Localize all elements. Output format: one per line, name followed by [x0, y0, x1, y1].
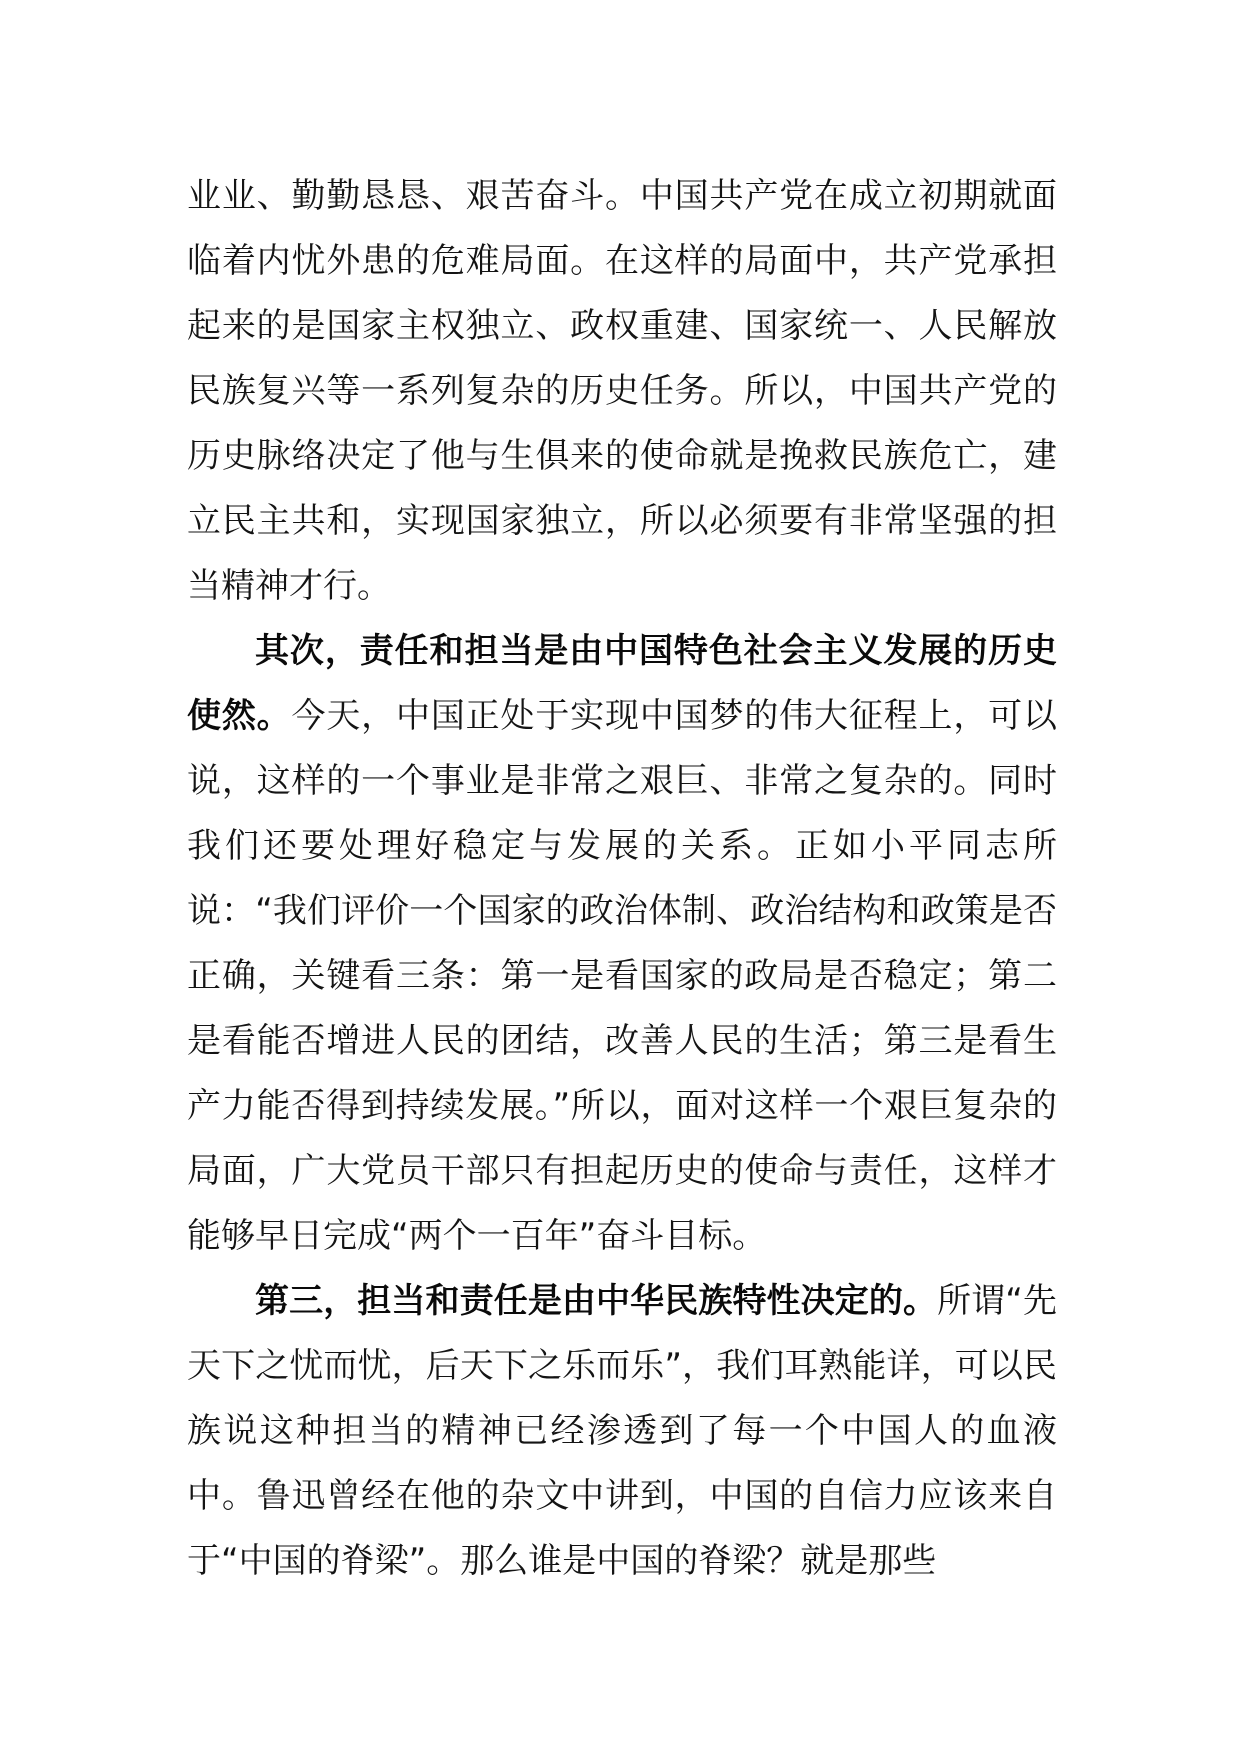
document-body [187, 164, 1057, 1594]
paragraph-heading: 其次，责任和担当是由中国特色社会主义发展的历史使然。 [187, 631, 1057, 736]
paragraph-text: 业业、勤勤恳恳、艰苦奋斗。中国共产党在成立初期就面临着内忧外患的危难局面。在这样的局面中，共产党承担起来的是国家主权独立、政权重建、国家统一、人民解放民族复兴等一系列复杂的历史任务。所以，中国共产党的历史脉络决定了他与生俱来的使命就是挽救民族危亡，建立民主共和，实现国家独立，所以必须要有非常坚强的担当精神才行。 [187, 176, 1057, 606]
paragraph-text: 今天，中国正处于实现中国梦的伟大征程上，可以说，这样的一个事业是非常之艰巨、非常之复杂的。同时我们还要处理好稳定与发展的关系。正如小平同志所说：“我们评价一个国家的政治体制、政治结构和政策是否正确，关键看三条：第一是看国家的政局是否稳定；第二是看能否增进人民的团结，改善人民的生活；第三是看生产力能否得到持续发展。”所以，面对这样一个艰巨复杂的局面，广大党员干部只有担起历史的使命与责任，这样才能够早日完成“两个一百年”奋斗目标。 [187, 696, 1057, 1256]
paragraph-heading: 第三，担当和责任是由中华民族特性决定的。 [255, 1281, 938, 1321]
paragraph-second-point [187, 619, 1057, 1269]
paragraph-text: 所谓“先天下之忧而忧，后天下之乐而乐”，我们耳熟能详，可以民族说这种担当的精神已经渗透到了每一个中国人的血液中。鲁迅曾经在他的杂文中讲到，中国的自信力应该来自于“中国的脊梁”。那么谁是中国的脊梁？就是那些 [187, 1281, 1058, 1581]
paragraph-third-point [187, 1269, 1057, 1594]
paragraph-continuation [187, 164, 1057, 619]
